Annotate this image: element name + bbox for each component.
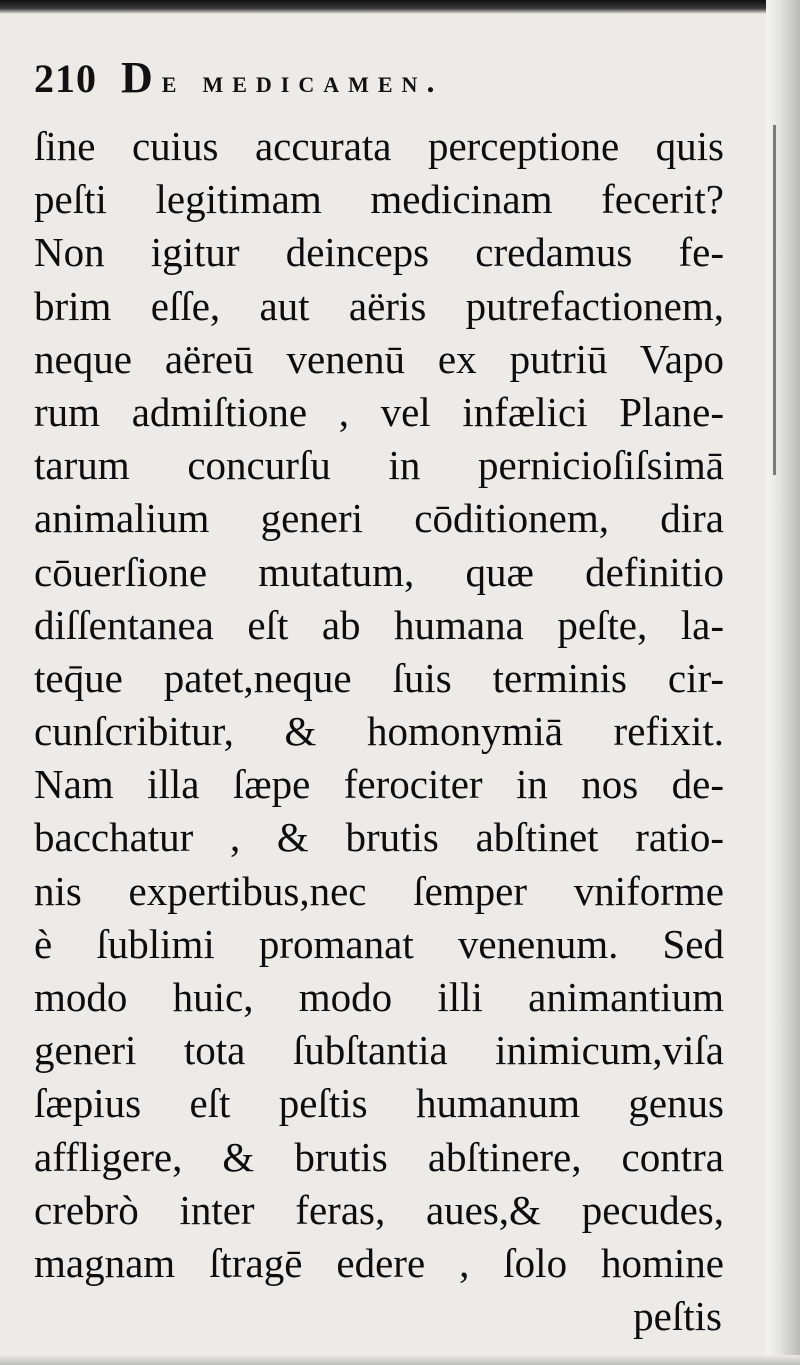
text-line: Non igitur deinceps credamus fe-: [34, 229, 724, 276]
running-title-initial: D: [121, 53, 162, 102]
text-line: bacchatur , & brutis abſtinet ratio-: [34, 814, 724, 861]
text-line: neque aëreū venenū ex putriū Vapo: [34, 335, 724, 382]
catchword: peſtis: [633, 1293, 722, 1339]
text-line: ſine cuius accurata perceptione quis: [34, 123, 724, 169]
text-line: diſſentanea eſt ab humana peſte, la-: [34, 601, 724, 648]
text-line: magnam ſtragē edere , ſolo homine: [34, 1239, 724, 1286]
text-line: nis expertibus,nec ſemper vniforme: [34, 867, 724, 914]
running-title: [121, 53, 443, 102]
text-line: brim eſſe, aut aëris putrefactionem,: [34, 282, 724, 329]
text-line: tarum concurſu in pernicioſiſsimā: [34, 442, 724, 489]
text-line: modo huic, modo illi animantium: [34, 974, 724, 1020]
scan-edge-bottom: [0, 1355, 800, 1365]
text-line: rum admiſtione , vel infælici Plane-: [34, 388, 724, 435]
margin-rule-mark: [773, 125, 776, 475]
text-line: teq̄ue patet,neque ſuis terminis cir-: [34, 654, 724, 701]
running-title-rest: e medicamen.: [161, 63, 444, 99]
scan-edge-top: [0, 0, 800, 14]
text-line: peſti legitimam medicinam fecerit?: [34, 176, 724, 223]
text-line: affligere, & brutis abſtinere, contra: [34, 1133, 724, 1180]
text-line: crebrò inter feras, aues,& pecudes,: [34, 1186, 724, 1233]
page-header: [34, 52, 443, 102]
scan-edge-right: [766, 0, 800, 1365]
text-line: cunſcribitur, & homonymiā refixit.: [34, 708, 724, 755]
text-line: è ſublimi promanat venenum. Sed: [34, 920, 724, 967]
page-number: 210: [34, 56, 97, 101]
text-line: animalium generi cōditionem, dira: [34, 495, 724, 542]
text-line: ſæpius eſt peſtis humanum genus: [34, 1080, 724, 1127]
text-line: generi tota ſubſtantia inimicum,viſa: [34, 1027, 724, 1074]
text-line: Nam illa ſæpe ferociter in nos de-: [34, 761, 724, 808]
body-text: [34, 120, 724, 1290]
text-line: cōuerſione mutatum, quæ definitio: [34, 548, 724, 595]
